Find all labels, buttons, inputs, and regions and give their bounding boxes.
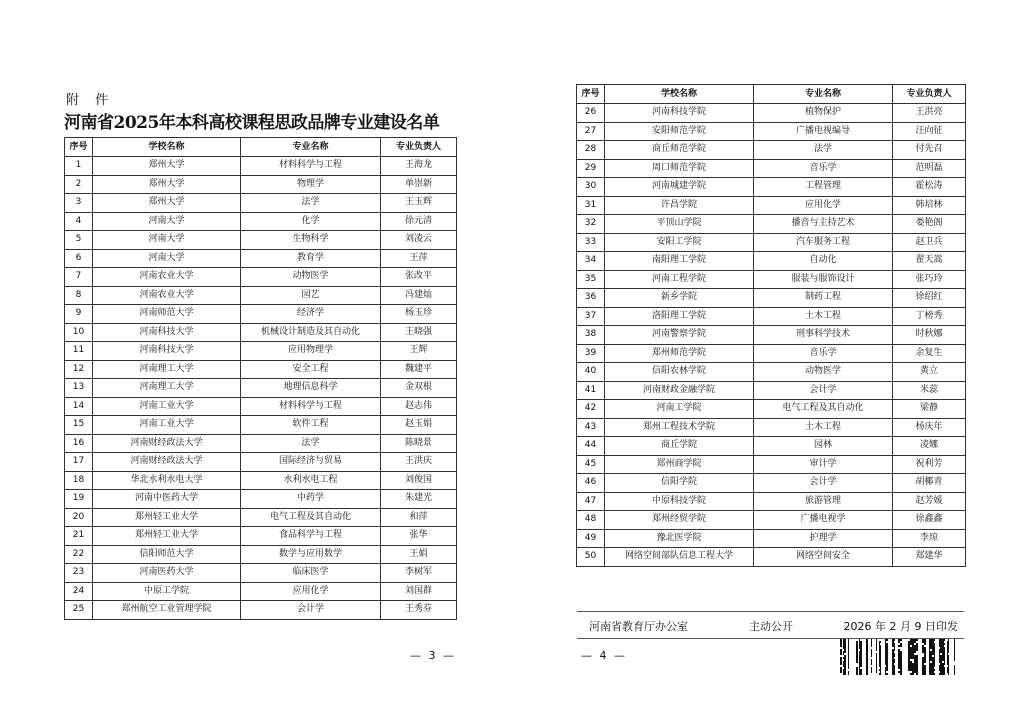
table-row [577,215,966,234]
cell-school: 豫北医学院 [605,529,754,548]
table-row [65,157,457,176]
cell-major: 音乐学 [754,159,893,178]
cell-leader: 赵芳媛 [893,492,966,511]
cell-major: 应用物理学 [241,342,381,361]
cell-index: 5 [65,231,93,250]
cell-major: 化学 [241,212,381,231]
cell-leader: 黄立 [893,363,966,382]
cell-major: 服装与服饰设计 [754,270,893,289]
cell-leader: 胡椰青 [893,474,966,493]
cell-major: 音乐学 [754,344,893,363]
cell-leader: 王辉 [381,342,457,361]
cell-major: 广播电视学 [754,511,893,530]
cell-index: 37 [577,307,605,326]
cell-major: 物理学 [241,175,381,194]
cell-major: 旅游管理 [754,492,893,511]
table-row [577,511,966,530]
table-row [65,305,457,324]
cell-major: 动物医学 [754,363,893,382]
cell-index: 15 [65,416,93,435]
table-row [577,437,966,456]
cell-school: 中原工学院 [93,582,241,601]
table-row [577,196,966,215]
cell-leader: 丁榜秀 [893,307,966,326]
cell-index: 4 [65,212,93,231]
table-row [65,286,457,305]
col-header-school: 学校名称 [605,85,754,104]
cell-school: 河南农业大学 [93,286,241,305]
table-row [577,122,966,141]
cell-school: 河南理工大学 [93,379,241,398]
cell-index: 9 [65,305,93,324]
cell-index: 14 [65,397,93,416]
table-row [65,212,457,231]
cell-major: 会计学 [754,381,893,400]
cell-leader: 王萍 [381,249,457,268]
cell-leader: 王洪亮 [893,104,966,123]
cell-leader: 单崇新 [381,175,457,194]
cell-leader: 余复生 [893,344,966,363]
col-header-index: 序号 [577,85,605,104]
cell-school: 周口师范学院 [605,159,754,178]
cell-leader: 王海龙 [381,157,457,176]
col-header-leader: 专业负责人 [381,138,457,157]
cell-school: 河南科技大学 [93,323,241,342]
cell-leader: 汪向征 [893,122,966,141]
cell-major: 园艺 [241,286,381,305]
cell-index: 24 [65,582,93,601]
cell-leader: 韩培林 [893,196,966,215]
cell-index: 1 [65,157,93,176]
cell-major: 护理学 [754,529,893,548]
cell-leader: 王洪庆 [381,453,457,472]
cell-index: 16 [65,434,93,453]
cell-school: 安阳工学院 [605,233,754,252]
cell-index: 38 [577,326,605,345]
cell-school: 郑州轻工业大学 [93,527,241,546]
cell-leader: 刘俊国 [381,471,457,490]
cell-major: 汽车服务工程 [754,233,893,252]
cell-school: 安阳师范学院 [605,122,754,141]
table-row [577,455,966,474]
cell-leader: 王晓强 [381,323,457,342]
table-row [577,104,966,123]
cell-leader: 李树军 [381,564,457,583]
cell-leader: 时秋娜 [893,326,966,345]
cell-index: 44 [577,437,605,456]
document-footer [577,611,964,639]
table-row [65,397,457,416]
table-row [577,178,966,197]
cell-leader: 米蕊 [893,381,966,400]
cell-index: 11 [65,342,93,361]
table-row [65,582,457,601]
cell-major: 自动化 [754,252,893,271]
cell-school: 河南师范大学 [93,305,241,324]
cell-leader: 徐元清 [381,212,457,231]
cell-index: 48 [577,511,605,530]
cell-major: 法学 [241,434,381,453]
col-header-index: 序号 [65,138,93,157]
cell-school: 河南农业大学 [93,268,241,287]
table-header-row [65,138,457,157]
cell-index: 18 [65,471,93,490]
list-table-left [64,137,457,620]
cell-major: 审计学 [754,455,893,474]
cell-school: 河南医药大学 [93,564,241,583]
cell-index: 29 [577,159,605,178]
table-row [577,400,966,419]
cell-school: 河南工程学院 [605,270,754,289]
cell-major: 水利水电工程 [241,471,381,490]
cell-index: 20 [65,508,93,527]
cell-major: 中药学 [241,490,381,509]
table-row [577,492,966,511]
cell-index: 34 [577,252,605,271]
cell-leader: 郑建华 [893,548,966,567]
table-row [65,360,457,379]
cell-major: 动物医学 [241,268,381,287]
cell-index: 43 [577,418,605,437]
table-row [65,453,457,472]
cell-leader: 赵卫兵 [893,233,966,252]
cell-leader: 娄艳阁 [893,215,966,234]
cell-major: 应用化学 [754,196,893,215]
cell-leader: 杨玉珍 [381,305,457,324]
table-row [577,363,966,382]
cell-school: 商丘学院 [605,437,754,456]
table-row [577,307,966,326]
cell-school: 新乡学院 [605,289,754,308]
table-row [577,141,966,160]
table-row [65,601,457,620]
cell-index: 7 [65,268,93,287]
cell-leader: 梁静 [893,400,966,419]
cell-leader: 霍松涛 [893,178,966,197]
cell-leader: 张巧玲 [893,270,966,289]
cell-major: 会计学 [241,601,381,620]
cell-school: 河南大学 [93,212,241,231]
cell-school: 河南工业大学 [93,397,241,416]
cell-index: 41 [577,381,605,400]
cell-leader: 翟天嵩 [893,252,966,271]
cell-major: 生物科学 [241,231,381,250]
cell-leader: 冯建灿 [381,286,457,305]
cell-index: 3 [65,194,93,213]
table-row [65,508,457,527]
cell-school: 商丘师范学院 [605,141,754,160]
cell-index: 36 [577,289,605,308]
table-row [65,249,457,268]
table-header-row [577,85,966,104]
cell-school: 河南工学院 [605,400,754,419]
cell-school: 河南科技学院 [605,104,754,123]
cell-index: 10 [65,323,93,342]
cell-major: 园林 [754,437,893,456]
table-row [577,326,966,345]
attachment-label: 附 件 [66,93,115,108]
cell-leader: 范明磊 [893,159,966,178]
cell-index: 45 [577,455,605,474]
cell-major: 应用化学 [241,582,381,601]
table-row [65,527,457,546]
cell-major: 土木工程 [754,418,893,437]
cell-school: 郑州轻工业大学 [93,508,241,527]
cell-school: 河南警察学院 [605,326,754,345]
table-row [65,434,457,453]
disclosure-status: 主动公开 [749,620,793,633]
cell-school: 中原科技学院 [605,492,754,511]
cell-school: 许昌学院 [605,196,754,215]
cell-school: 郑州经贸学院 [605,511,754,530]
table-row [577,418,966,437]
cell-index: 27 [577,122,605,141]
cell-major: 会计学 [754,474,893,493]
cell-index: 49 [577,529,605,548]
table-row [65,175,457,194]
table-row [577,233,966,252]
cell-leader: 杨庆年 [893,418,966,437]
cell-index: 47 [577,492,605,511]
col-header-major: 专业名称 [241,138,381,157]
cell-school: 河南财经政法大学 [93,453,241,472]
table-row [577,252,966,271]
table-row [65,268,457,287]
cell-leader: 陈晓景 [381,434,457,453]
table-row [577,289,966,308]
cell-major: 刑事科学技术 [754,326,893,345]
cell-major: 国际经济与贸易 [241,453,381,472]
table-row [577,159,966,178]
cell-school: 河南城建学院 [605,178,754,197]
cell-major: 材料科学与工程 [241,397,381,416]
cell-major: 植物保护 [754,104,893,123]
cell-school: 网络空间部队信息工程大学 [605,548,754,567]
col-header-school: 学校名称 [93,138,241,157]
cell-school: 信阳学院 [605,474,754,493]
cell-school: 洛阳理工学院 [605,307,754,326]
table-row [65,564,457,583]
cell-school: 河南理工大学 [93,360,241,379]
cell-school: 郑州商学院 [605,455,754,474]
cell-major: 制药工程 [754,289,893,308]
cell-index: 12 [65,360,93,379]
cell-index: 6 [65,249,93,268]
cell-school: 郑州工程技术学院 [605,418,754,437]
cell-major: 法学 [241,194,381,213]
cell-school: 平顶山学院 [605,215,754,234]
table-row [577,474,966,493]
cell-leader: 张华 [381,527,457,546]
cell-school: 信阳师范大学 [93,545,241,564]
cell-index: 42 [577,400,605,419]
cell-school: 河南大学 [93,249,241,268]
cell-leader: 王娟 [381,545,457,564]
cell-major: 播音与主持艺术 [754,215,893,234]
cell-leader: 刘凌云 [381,231,457,250]
cell-index: 40 [577,363,605,382]
cell-major: 地理信息科学 [241,379,381,398]
page-number-left: — 3 — [410,649,456,662]
table-row [65,416,457,435]
cell-leader: 张改平 [381,268,457,287]
table-row [65,490,457,509]
cell-major: 机械设计制造及其自动化 [241,323,381,342]
table-row [577,344,966,363]
cell-major: 法学 [754,141,893,160]
cell-index: 28 [577,141,605,160]
cell-index: 22 [65,545,93,564]
cell-major: 材料科学与工程 [241,157,381,176]
cell-school: 河南大学 [93,231,241,250]
cell-school: 河南中医药大学 [93,490,241,509]
cell-index: 31 [577,196,605,215]
cell-index: 32 [577,215,605,234]
cell-school: 河南工业大学 [93,416,241,435]
cell-index: 26 [577,104,605,123]
cell-leader: 赵志伟 [381,397,457,416]
page-number-right: — 4 — [581,649,627,662]
cell-major: 教育学 [241,249,381,268]
cell-index: 50 [577,548,605,567]
cell-index: 13 [65,379,93,398]
cell-index: 19 [65,490,93,509]
cell-index: 39 [577,344,605,363]
list-table-right [576,84,966,567]
table-row [65,231,457,250]
cell-leader: 凌娜 [893,437,966,456]
cell-leader: 徐绍红 [893,289,966,308]
cell-major: 安全工程 [241,360,381,379]
cell-school: 郑州大学 [93,175,241,194]
cell-index: 2 [65,175,93,194]
cell-major: 土木工程 [754,307,893,326]
cell-leader: 付先召 [893,141,966,160]
cell-school: 南阳理工学院 [605,252,754,271]
cell-index: 17 [65,453,93,472]
cell-index: 30 [577,178,605,197]
cell-leader: 金双根 [381,379,457,398]
cell-leader: 祝利芳 [893,455,966,474]
table-row [65,342,457,361]
cell-school: 华北水利水电大学 [93,471,241,490]
cell-leader: 徐鑫鑫 [893,511,966,530]
cell-index: 35 [577,270,605,289]
cell-major: 电气工程及其自动化 [754,400,893,419]
document-title: 河南省2025年本科高校课程思政品牌专业建设名单 [64,113,440,133]
cell-index: 8 [65,286,93,305]
cell-leader: 赵玉娟 [381,416,457,435]
cell-school: 郑州大学 [93,194,241,213]
cell-leader: 朱建光 [381,490,457,509]
cell-major: 工程管理 [754,178,893,197]
table-row [65,379,457,398]
cell-major: 广播电视编导 [754,122,893,141]
qr-barcode [840,639,966,675]
cell-index: 23 [65,564,93,583]
cell-major: 经济学 [241,305,381,324]
cell-major: 食品科学与工程 [241,527,381,546]
cell-major: 临床医学 [241,564,381,583]
cell-leader: 刘国群 [381,582,457,601]
table-row [65,194,457,213]
cell-school: 河南财政金融学院 [605,381,754,400]
cell-index: 33 [577,233,605,252]
cell-leader: 王玉辉 [381,194,457,213]
issuing-office: 河南省教育厅办公室 [589,620,688,633]
cell-school: 河南财经政法大学 [93,434,241,453]
cell-school: 河南科技大学 [93,342,241,361]
cell-leader: 和萍 [381,508,457,527]
col-header-leader: 专业负责人 [893,85,966,104]
cell-school: 郑州航空工业管理学院 [93,601,241,620]
table-row [65,545,457,564]
table-row [577,270,966,289]
cell-major: 软件工程 [241,416,381,435]
cell-major: 网络空间安全 [754,548,893,567]
cell-index: 46 [577,474,605,493]
table-row [577,381,966,400]
cell-index: 25 [65,601,93,620]
cell-leader: 王秀芬 [381,601,457,620]
cell-index: 21 [65,527,93,546]
cell-school: 郑州师范学院 [605,344,754,363]
cell-leader: 李琼 [893,529,966,548]
col-header-major: 专业名称 [754,85,893,104]
cell-school: 郑州大学 [93,157,241,176]
table-row [65,323,457,342]
cell-major: 电气工程及其自动化 [241,508,381,527]
cell-school: 信阳农林学院 [605,363,754,382]
cell-major: 数学与应用数学 [241,545,381,564]
table-row [65,471,457,490]
print-date: 2026 年 2 月 9 日印发 [843,620,958,633]
table-row [577,529,966,548]
table-row [577,548,966,567]
cell-leader: 魏建平 [381,360,457,379]
